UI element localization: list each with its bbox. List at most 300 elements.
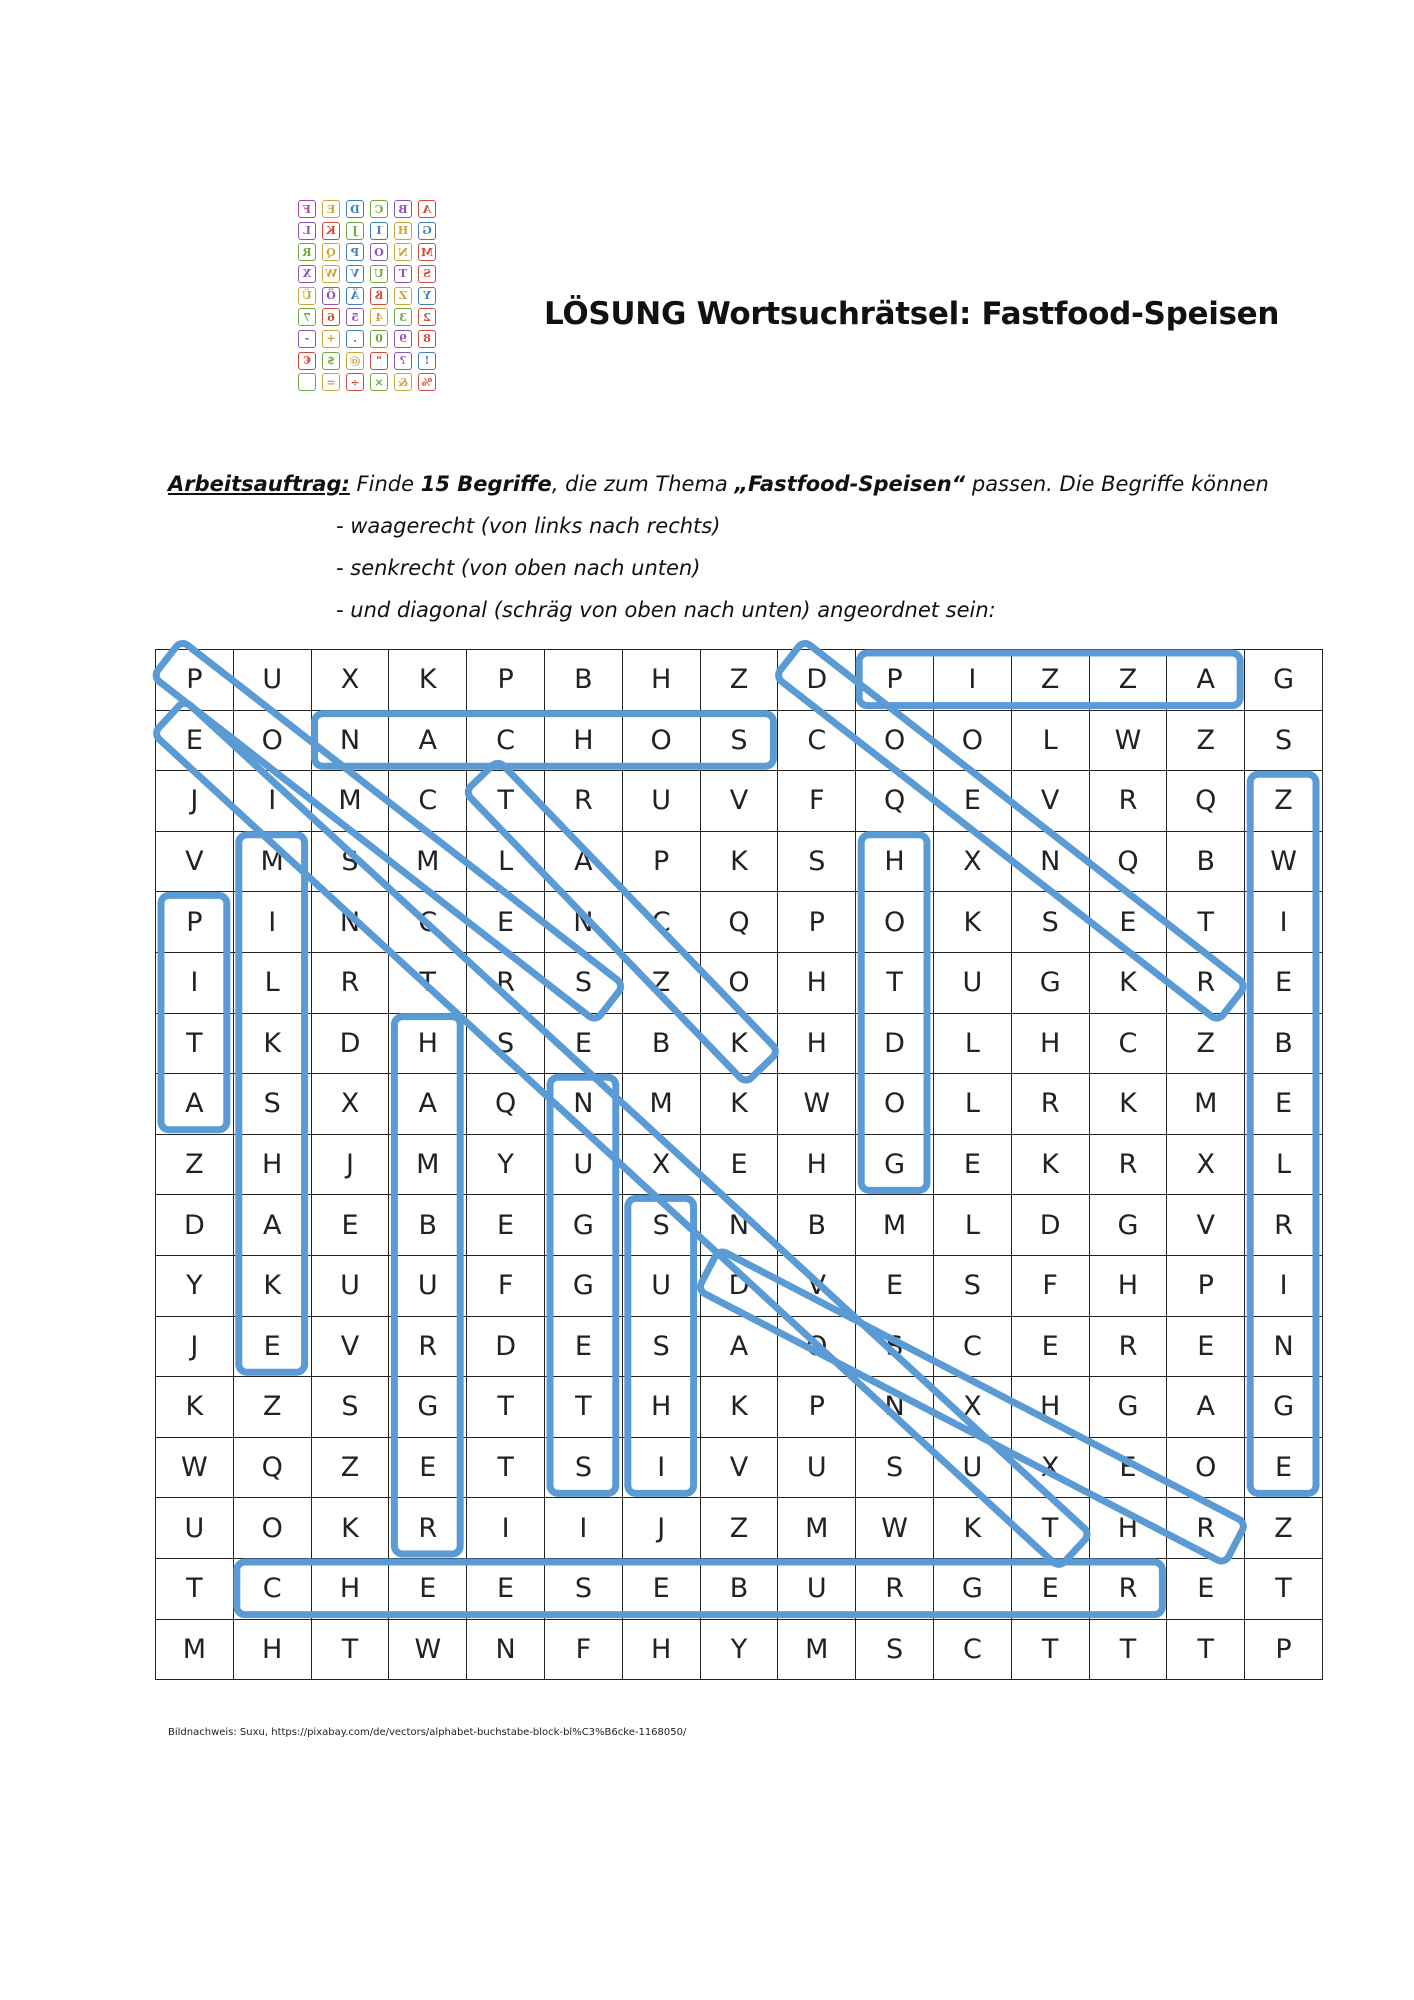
- grid-cell: R: [311, 952, 389, 1013]
- grid-cell: W: [156, 1437, 234, 1498]
- grid-cell: O: [933, 710, 1011, 771]
- grid-cell: G: [933, 1558, 1011, 1619]
- letter-block-tile: 4: [370, 308, 388, 326]
- grid-cell: C: [622, 892, 700, 953]
- letter-block-tile: L: [298, 222, 316, 240]
- grid-cell: X: [311, 1074, 389, 1135]
- letter-block-tile: S: [418, 265, 436, 283]
- grid-cell: E: [933, 1134, 1011, 1195]
- grid-cell: T: [1167, 1619, 1245, 1680]
- grid-row: [156, 1619, 1323, 1680]
- grid-cell: K: [700, 1074, 778, 1135]
- letter-block-tile: O: [370, 243, 388, 261]
- grid-cell: D: [856, 1013, 934, 1074]
- grid-row: [156, 1377, 1323, 1438]
- grid-cell: D: [311, 1013, 389, 1074]
- grid-cell: T: [156, 1558, 234, 1619]
- grid-cell: K: [1089, 952, 1167, 1013]
- grid-cell: S: [233, 1074, 311, 1135]
- grid-row: [156, 650, 1323, 711]
- grid-cell: K: [700, 1377, 778, 1438]
- grid-cell: M: [1167, 1074, 1245, 1135]
- grid-cell: S: [856, 1619, 934, 1680]
- letter-block-tile: =: [322, 373, 340, 391]
- grid-cell: T: [311, 1619, 389, 1680]
- grid-cell: H: [1011, 1013, 1089, 1074]
- grid-cell: M: [778, 1619, 856, 1680]
- grid-cell: Z: [622, 952, 700, 1013]
- grid-cell: B: [544, 650, 622, 711]
- grid-cell: S: [1245, 710, 1323, 771]
- grid-cell: P: [778, 1377, 856, 1438]
- word-search-grid: [155, 649, 1323, 1680]
- letter-block-tile: 0: [370, 330, 388, 348]
- grid-cell: M: [233, 831, 311, 892]
- letter-block-tile: R: [298, 243, 316, 261]
- letter-block-tile: 8: [418, 330, 436, 348]
- grid-cell: L: [933, 1013, 1011, 1074]
- grid-cell: U: [311, 1255, 389, 1316]
- letter-block-tile: N: [394, 243, 412, 261]
- grid-cell: A: [389, 1074, 467, 1135]
- grid-cell: M: [389, 831, 467, 892]
- grid-cell: F: [544, 1619, 622, 1680]
- grid-row: [156, 1134, 1323, 1195]
- letter-block-tile: !: [418, 352, 436, 370]
- letter-block-tile: €: [298, 352, 316, 370]
- letter-block-tile: 9: [394, 330, 412, 348]
- grid-cell: C: [389, 892, 467, 953]
- grid-row: [156, 1558, 1323, 1619]
- letter-block-tile: H: [394, 222, 412, 240]
- grid-cell: M: [311, 771, 389, 832]
- grid-cell: S: [700, 710, 778, 771]
- letter-block-tile: Z: [394, 287, 412, 305]
- grid-cell: Q: [1089, 831, 1167, 892]
- grid-cell: H: [311, 1558, 389, 1619]
- grid-cell: K: [1011, 1134, 1089, 1195]
- grid-cell: D: [467, 1316, 545, 1377]
- grid-cell: Q: [467, 1074, 545, 1135]
- grid-cell: H: [389, 1013, 467, 1074]
- task-topic: „Fastfood-Speisen“: [734, 472, 966, 496]
- grid-cell: P: [156, 892, 234, 953]
- letter-block-tile: 7: [298, 308, 316, 326]
- grid-cell: S: [622, 1195, 700, 1256]
- letter-block-tile: A: [418, 200, 436, 218]
- grid-cell: Z: [156, 1134, 234, 1195]
- grid-cell: M: [622, 1074, 700, 1135]
- grid-cell: O: [233, 710, 311, 771]
- letter-block-tile: B: [394, 200, 412, 218]
- grid-cell: C: [778, 710, 856, 771]
- grid-cell: E: [622, 1558, 700, 1619]
- grid-cell: T: [1089, 1619, 1167, 1680]
- grid-cell: A: [233, 1195, 311, 1256]
- grid-cell: P: [856, 650, 934, 711]
- grid-cell: C: [467, 710, 545, 771]
- grid-cell: H: [1089, 1498, 1167, 1559]
- grid-cell: K: [233, 1013, 311, 1074]
- grid-cell: I: [622, 1437, 700, 1498]
- grid-cell: V: [1167, 1195, 1245, 1256]
- grid-cell: C: [1089, 1013, 1167, 1074]
- letter-block-tile: 3: [394, 308, 412, 326]
- grid-cell: O: [1167, 1437, 1245, 1498]
- grid-cell: N: [311, 710, 389, 771]
- grid-cell: P: [1167, 1255, 1245, 1316]
- grid-cell: X: [311, 650, 389, 711]
- letter-block-tile: %: [418, 373, 436, 391]
- grid-cell: V: [156, 831, 234, 892]
- grid-cell: X: [622, 1134, 700, 1195]
- grid-row: [156, 831, 1323, 892]
- grid-cell: K: [1089, 1074, 1167, 1135]
- grid-row: [156, 892, 1323, 953]
- grid-cell: Z: [1245, 771, 1323, 832]
- grid-row: [156, 1255, 1323, 1316]
- grid-cell: Z: [1089, 650, 1167, 711]
- grid-cell: E: [1167, 1558, 1245, 1619]
- grid-cell: W: [856, 1498, 934, 1559]
- grid-cell: Z: [1167, 1013, 1245, 1074]
- grid-cell: M: [156, 1619, 234, 1680]
- grid-cell: H: [233, 1134, 311, 1195]
- grid-cell: Q: [233, 1437, 311, 1498]
- grid-cell: E: [467, 1195, 545, 1256]
- grid-cell: T: [1167, 892, 1245, 953]
- grid-cell: F: [467, 1255, 545, 1316]
- grid-cell: J: [156, 1316, 234, 1377]
- grid-cell: H: [778, 952, 856, 1013]
- grid-cell: E: [233, 1316, 311, 1377]
- grid-cell: E: [156, 710, 234, 771]
- page-title: LÖSUNG Wortsuchrätsel: Fastfood-Speisen: [544, 296, 1280, 332]
- grid-cell: E: [1245, 1074, 1323, 1135]
- grid-cell: O: [700, 952, 778, 1013]
- task-line-horizontal: - waagerecht (von links nach rechts): [336, 514, 721, 538]
- grid-cell: I: [933, 650, 1011, 711]
- grid-cell: S: [1011, 892, 1089, 953]
- grid-cell: H: [778, 1134, 856, 1195]
- grid-cell: R: [1089, 771, 1167, 832]
- grid-cell: E: [467, 1558, 545, 1619]
- grid-cell: H: [622, 1377, 700, 1438]
- letter-block-tile: ?: [394, 352, 412, 370]
- grid-cell: S: [311, 1377, 389, 1438]
- grid-cell: N: [1245, 1316, 1323, 1377]
- letter-block-tile: Ü: [298, 287, 316, 305]
- grid-row: [156, 1074, 1323, 1135]
- grid-cell: P: [622, 831, 700, 892]
- grid-cell: B: [1167, 831, 1245, 892]
- grid-cell: X: [933, 1377, 1011, 1438]
- grid-cell: R: [1167, 952, 1245, 1013]
- grid-cell: S: [311, 831, 389, 892]
- grid-cell: R: [1011, 1074, 1089, 1135]
- grid-cell: J: [156, 771, 234, 832]
- grid-cell: B: [622, 1013, 700, 1074]
- letter-block-tile: Ö: [322, 287, 340, 305]
- letter-block-tile: V: [346, 265, 364, 283]
- letter-block-tile: F: [298, 200, 316, 218]
- grid-cell: L: [933, 1195, 1011, 1256]
- grid-cell: Q: [700, 892, 778, 953]
- grid-cell: E: [389, 1558, 467, 1619]
- grid-cell: L: [467, 831, 545, 892]
- grid-cell: C: [933, 1316, 1011, 1377]
- grid-cell: O: [622, 710, 700, 771]
- grid-cell: V: [700, 1437, 778, 1498]
- grid-cell: G: [1245, 1377, 1323, 1438]
- grid-cell: O: [233, 1498, 311, 1559]
- grid-cell: H: [233, 1619, 311, 1680]
- grid-cell: I: [467, 1498, 545, 1559]
- grid-row: [156, 1498, 1323, 1559]
- grid-cell: A: [389, 710, 467, 771]
- grid-cell: G: [1245, 650, 1323, 711]
- grid-cell: Z: [700, 1498, 778, 1559]
- grid-cell: J: [622, 1498, 700, 1559]
- grid-cell: F: [778, 771, 856, 832]
- grid-cell: Y: [156, 1255, 234, 1316]
- grid-cell: N: [700, 1195, 778, 1256]
- grid-cell: U: [933, 1437, 1011, 1498]
- grid-cell: D: [156, 1195, 234, 1256]
- grid-cell: R: [1089, 1134, 1167, 1195]
- letter-block-tile: ": [370, 352, 388, 370]
- grid-cell: E: [700, 1134, 778, 1195]
- grid-cell: G: [1011, 952, 1089, 1013]
- task-instructions: [168, 463, 1269, 631]
- grid-cell: E: [1011, 1316, 1089, 1377]
- grid-cell: N: [544, 892, 622, 953]
- grid-row: [156, 1316, 1323, 1377]
- grid-cell: U: [389, 1255, 467, 1316]
- grid-cell: T: [467, 1377, 545, 1438]
- grid-cell: R: [1089, 1558, 1167, 1619]
- grid-cell: A: [156, 1074, 234, 1135]
- grid-cell: K: [933, 1498, 1011, 1559]
- grid-cell: E: [1245, 1437, 1323, 1498]
- grid-cell: J: [311, 1134, 389, 1195]
- letter-block-tile: 2: [418, 308, 436, 326]
- grid-cell: C: [233, 1558, 311, 1619]
- letter-block-tile: P: [346, 243, 364, 261]
- grid-cell: H: [1089, 1255, 1167, 1316]
- grid-cell: Q: [856, 771, 934, 832]
- grid-cell: I: [544, 1498, 622, 1559]
- grid-cell: P: [1245, 1619, 1323, 1680]
- letter-block-tile: -: [298, 330, 316, 348]
- grid-cell: S: [933, 1255, 1011, 1316]
- grid-row: [156, 710, 1323, 771]
- grid-cell: K: [389, 650, 467, 711]
- grid-cell: H: [544, 710, 622, 771]
- letter-block-tile: M: [418, 243, 436, 261]
- grid-row: [156, 771, 1323, 832]
- grid-cell: N: [544, 1074, 622, 1135]
- grid-cell: T: [544, 1377, 622, 1438]
- grid-cell: S: [544, 1437, 622, 1498]
- grid-cell: U: [233, 650, 311, 711]
- grid-cell: C: [389, 771, 467, 832]
- task-count: 15 Begriffe: [420, 472, 552, 496]
- letter-block-tile: @: [346, 352, 364, 370]
- grid-cell: E: [856, 1255, 934, 1316]
- grid-cell: P: [156, 650, 234, 711]
- grid-row: [156, 1195, 1323, 1256]
- grid-cell: N: [856, 1377, 934, 1438]
- grid-cell: B: [700, 1558, 778, 1619]
- task-intro: Arbeitsauftrag: Finde 15 Begriffe, die zum Thema „Fastfood-Speisen“ passen. Die Begriffe können: [168, 472, 1269, 496]
- grid-row: [156, 1437, 1323, 1498]
- grid-cell: S: [778, 831, 856, 892]
- grid-cell: X: [1167, 1134, 1245, 1195]
- grid-cell: K: [156, 1377, 234, 1438]
- grid-cell: G: [544, 1255, 622, 1316]
- grid-cell: E: [1089, 892, 1167, 953]
- letter-block-tile: U: [370, 265, 388, 283]
- letter-block-tile: ß: [370, 287, 388, 305]
- grid-row: [156, 1013, 1323, 1074]
- grid-cell: E: [544, 1013, 622, 1074]
- letter-block-tile: W: [322, 265, 340, 283]
- grid-cell: E: [933, 771, 1011, 832]
- grid-cell: N: [467, 1619, 545, 1680]
- letter-block-tile: [298, 373, 316, 391]
- grid-cell: A: [1167, 1377, 1245, 1438]
- grid-cell: Y: [700, 1619, 778, 1680]
- grid-cell: A: [700, 1316, 778, 1377]
- grid-cell: S: [544, 1558, 622, 1619]
- letter-block-tile: &: [394, 373, 412, 391]
- grid-cell: G: [1089, 1195, 1167, 1256]
- grid-cell: H: [622, 1619, 700, 1680]
- grid-cell: N: [311, 892, 389, 953]
- letter-block-tile: 5: [346, 308, 364, 326]
- letter-block-tile: .: [346, 330, 364, 348]
- grid-cell: E: [1245, 952, 1323, 1013]
- grid-cell: Z: [700, 650, 778, 711]
- grid-cell: I: [1245, 892, 1323, 953]
- letter-block-tile: T: [394, 265, 412, 283]
- grid-cell: K: [933, 892, 1011, 953]
- grid-cell: D: [700, 1255, 778, 1316]
- grid-cell: T: [389, 952, 467, 1013]
- grid-cell: T: [1011, 1498, 1089, 1559]
- grid-cell: W: [1089, 710, 1167, 771]
- grid-cell: U: [622, 1255, 700, 1316]
- grid-cell: D: [778, 650, 856, 711]
- letter-block-tile: C: [370, 200, 388, 218]
- grid-cell: N: [1011, 831, 1089, 892]
- alphabet-blocks-image: [298, 200, 446, 392]
- grid-cell: U: [156, 1498, 234, 1559]
- letter-block-tile: $: [322, 352, 340, 370]
- task-label: Arbeitsauftrag:: [168, 472, 350, 496]
- grid-cell: P: [778, 892, 856, 953]
- letter-block-tile: ×: [370, 373, 388, 391]
- grid-cell: U: [933, 952, 1011, 1013]
- grid-cell: T: [156, 1013, 234, 1074]
- grid-cell: R: [1089, 1316, 1167, 1377]
- grid-cell: O: [856, 1074, 934, 1135]
- grid-cell: T: [1245, 1558, 1323, 1619]
- grid-cell: Y: [467, 1134, 545, 1195]
- grid-cell: X: [933, 831, 1011, 892]
- grid-cell: V: [311, 1316, 389, 1377]
- grid-cell: P: [467, 650, 545, 711]
- grid-cell: I: [156, 952, 234, 1013]
- letter-block-tile: Y: [418, 287, 436, 305]
- grid-cell: H: [778, 1013, 856, 1074]
- grid-cell: H: [622, 650, 700, 711]
- grid-cell: S: [622, 1316, 700, 1377]
- grid-cell: M: [389, 1134, 467, 1195]
- grid-cell: V: [778, 1255, 856, 1316]
- letter-block-tile: Q: [322, 243, 340, 261]
- grid-cell: G: [544, 1195, 622, 1256]
- grid-cell: G: [1089, 1377, 1167, 1438]
- grid-cell: Z: [1011, 650, 1089, 711]
- grid-cell: S: [544, 952, 622, 1013]
- grid-cell: W: [778, 1074, 856, 1135]
- grid-cell: B: [1245, 1013, 1323, 1074]
- grid-cell: G: [856, 1134, 934, 1195]
- letter-block-tile: E: [322, 200, 340, 218]
- grid-cell: B: [389, 1195, 467, 1256]
- grid-cell: V: [1011, 771, 1089, 832]
- grid-cell: L: [1245, 1134, 1323, 1195]
- grid-cell: E: [1167, 1316, 1245, 1377]
- grid-cell: C: [933, 1619, 1011, 1680]
- grid-cell: B: [778, 1195, 856, 1256]
- grid-cell: V: [700, 771, 778, 832]
- letter-block-tile: X: [298, 265, 316, 283]
- grid-cell: U: [778, 1437, 856, 1498]
- letter-block-tile: +: [322, 330, 340, 348]
- grid-cell: O: [778, 1316, 856, 1377]
- task-line-vertical: - senkrecht (von oben nach unten): [336, 556, 701, 580]
- letter-block-tile: K: [322, 222, 340, 240]
- letter-block-tile: 6: [322, 308, 340, 326]
- letter-block-tile: J: [346, 222, 364, 240]
- letter-block-tile: G: [418, 222, 436, 240]
- grid-cell: Z: [233, 1377, 311, 1438]
- grid-cell: M: [856, 1195, 934, 1256]
- grid-cell: H: [1011, 1377, 1089, 1438]
- grid-cell: F: [1011, 1255, 1089, 1316]
- grid-cell: E: [1011, 1558, 1089, 1619]
- grid-cell: K: [700, 1013, 778, 1074]
- grid-cell: T: [467, 771, 545, 832]
- grid-cell: Z: [1245, 1498, 1323, 1559]
- grid-cell: Q: [1167, 771, 1245, 832]
- letter-block-tile: Ä: [346, 287, 364, 305]
- grid-cell: R: [1167, 1498, 1245, 1559]
- letter-block-tile: ÷: [346, 373, 364, 391]
- grid-cell: I: [1245, 1255, 1323, 1316]
- grid-cell: L: [233, 952, 311, 1013]
- grid-cell: R: [544, 771, 622, 832]
- image-credit: Bildnachweis: Suxu, https://pixabay.com/de/vectors/alphabet-buchstabe-block-bl%C3%B6cke-1168050/: [168, 1727, 687, 1738]
- grid-cell: W: [1245, 831, 1323, 892]
- grid-cell: S: [467, 1013, 545, 1074]
- grid-cell: T: [856, 952, 934, 1013]
- grid-cell: G: [389, 1377, 467, 1438]
- grid-cell: A: [544, 831, 622, 892]
